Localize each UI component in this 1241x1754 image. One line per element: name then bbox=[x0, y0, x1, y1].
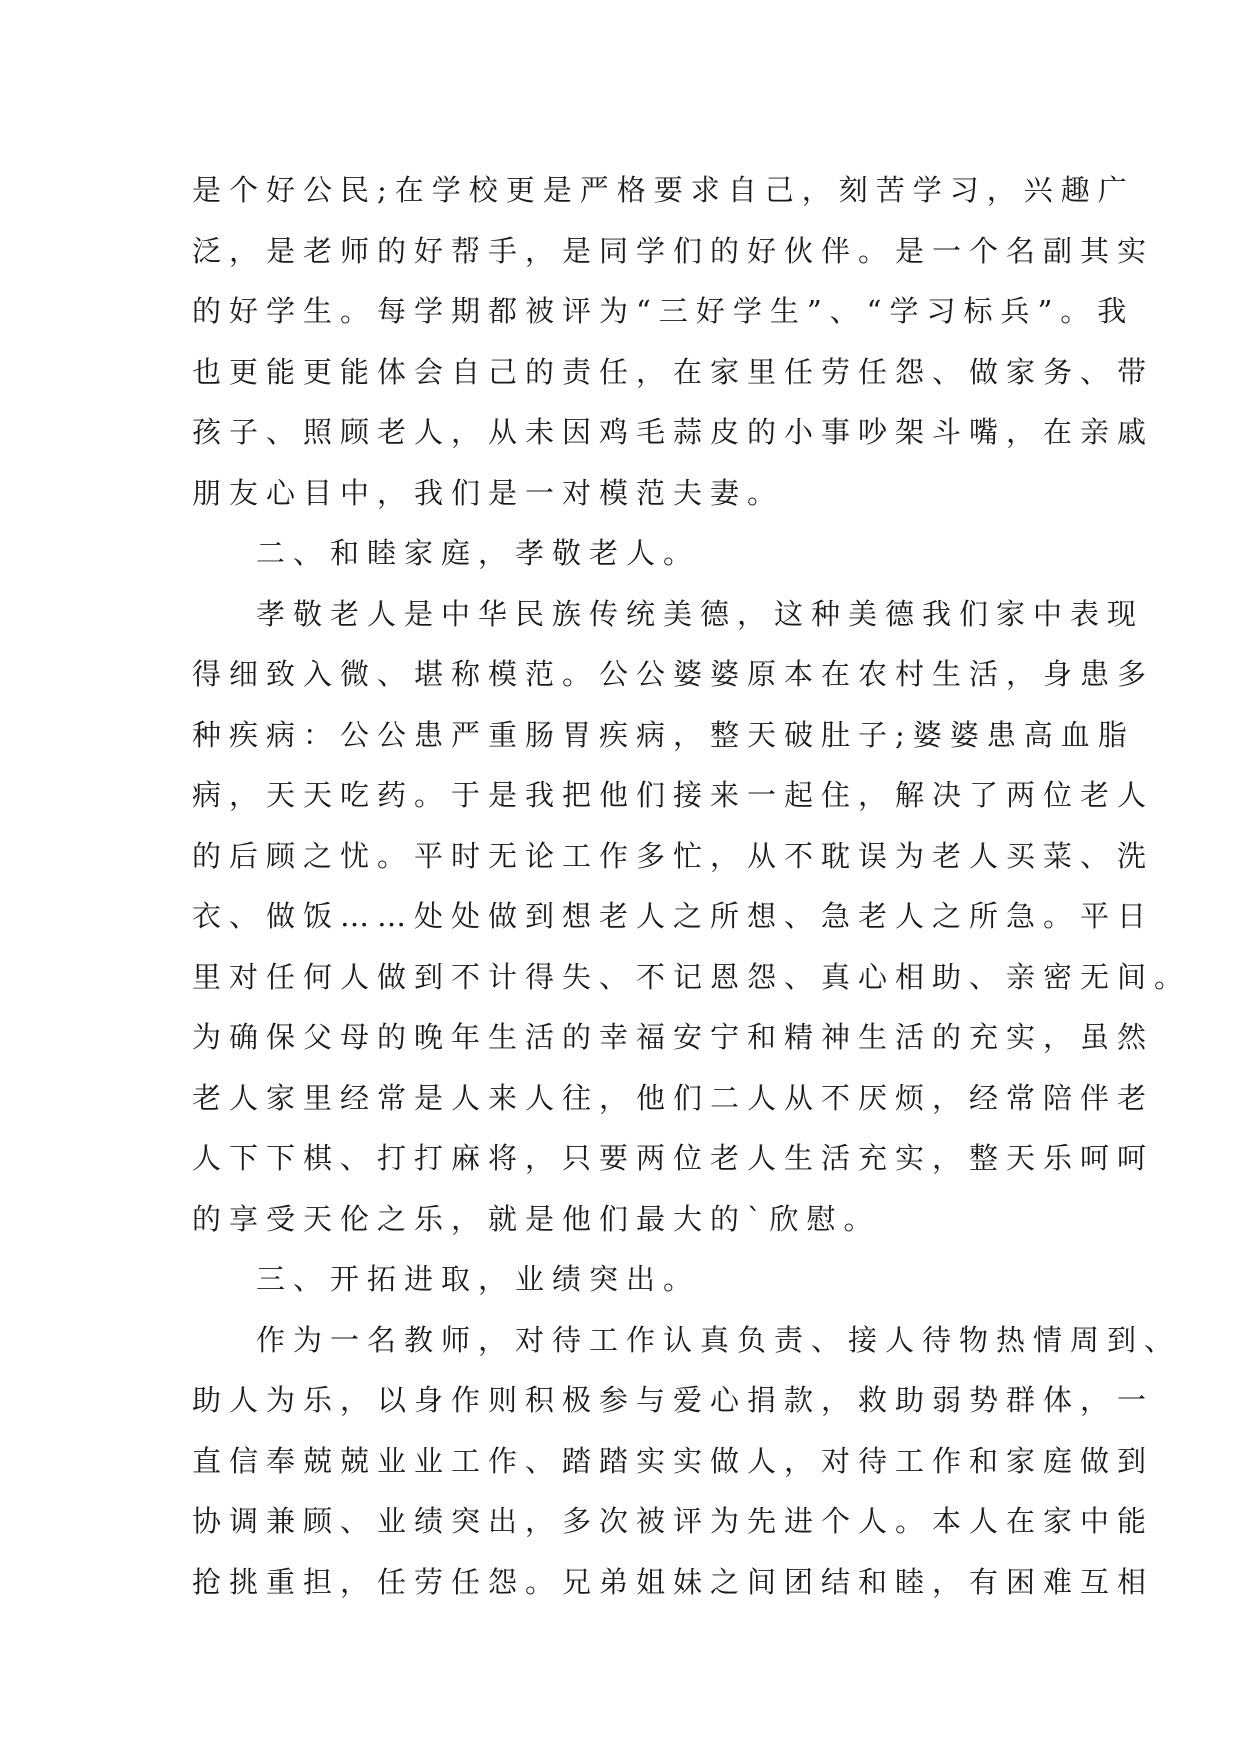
text-line: 得细致入微、堪称模范。公公婆婆原本在农村生活，身患多 bbox=[192, 657, 1155, 691]
text-line: 孝敬老人是中华民族传统美德，这种美德我们家中表现 bbox=[256, 596, 1145, 631]
text-line: 的后顾之忧。平时无论工作多忙，从不耽误为老人买菜、洗 bbox=[192, 838, 1155, 873]
text-line: 衣、做饭……处处做到想老人之所想、急老人之所急。平日 bbox=[192, 899, 1155, 933]
text-line: 里对任何人做到不计得失、不记恩怨、真心相助、亲密无间。 bbox=[192, 959, 1192, 994]
text-line: 作为一名教师，对待工作认真负责、接人待物热情周到、 bbox=[256, 1322, 1182, 1357]
text-line: 老人家里经常是人来人往，他们二人从不厌烦，经常陪伴老 bbox=[192, 1080, 1155, 1115]
text-line: 种疾病：公公患严重肠胃疾病，整天破肚子;婆婆患高血脂 bbox=[192, 717, 1135, 752]
text-line: 抢挑重担，任劳任怨。兄弟姐妹之间团结和睦，有困难互相 bbox=[192, 1564, 1155, 1599]
text-line: 也更能更能体会自己的责任，在家里任劳任怨、做家务、带 bbox=[192, 354, 1155, 389]
text-line: 为确保父母的晚年生活的幸福安宁和精神生活的充实，虽然 bbox=[192, 1020, 1155, 1054]
text-line: 病，天天吃药。于是我把他们接来一起住，解决了两位老人 bbox=[192, 778, 1155, 812]
text-line: 孩子、照顾老人，从未因鸡毛蒜皮的小事吵架斗嘴，在亲戚 bbox=[192, 415, 1155, 449]
text-line: 朋友心目中，我们是一对模范夫妻。 bbox=[192, 475, 785, 510]
text-line: 泛，是老师的好帮手，是同学们的好伙伴。是一个名副其实 bbox=[192, 233, 1155, 268]
text-line: 人下下棋、打打麻将，只要两位老人生活充实，整天乐呵呵 bbox=[192, 1141, 1155, 1175]
text-line: 是个好公民;在学校更是严格要求自己，刻苦学习，兴趣广 bbox=[192, 173, 1135, 207]
text-line: 的好学生。每学期都被评为“三好学生”、“学习标兵”。我 bbox=[192, 294, 1135, 328]
text-line: 三、开拓进取，业绩突出。 bbox=[256, 1262, 701, 1296]
text-line: 助人为乐，以身作则积极参与爱心捐款，救助弱势群体，一 bbox=[192, 1383, 1155, 1417]
text-line: 协调兼顾、业绩突出，多次被评为先进个人。本人在家中能 bbox=[192, 1504, 1155, 1538]
text-line: 直信奉兢兢业业工作、踏踏实实做人，对待工作和家庭做到 bbox=[192, 1443, 1155, 1478]
document-page bbox=[192, 160, 1192, 1612]
text-line: 二、和睦家庭，孝敬老人。 bbox=[256, 536, 701, 570]
text-line: 的享受天伦之乐，就是他们最大的`欣慰。 bbox=[192, 1201, 881, 1236]
